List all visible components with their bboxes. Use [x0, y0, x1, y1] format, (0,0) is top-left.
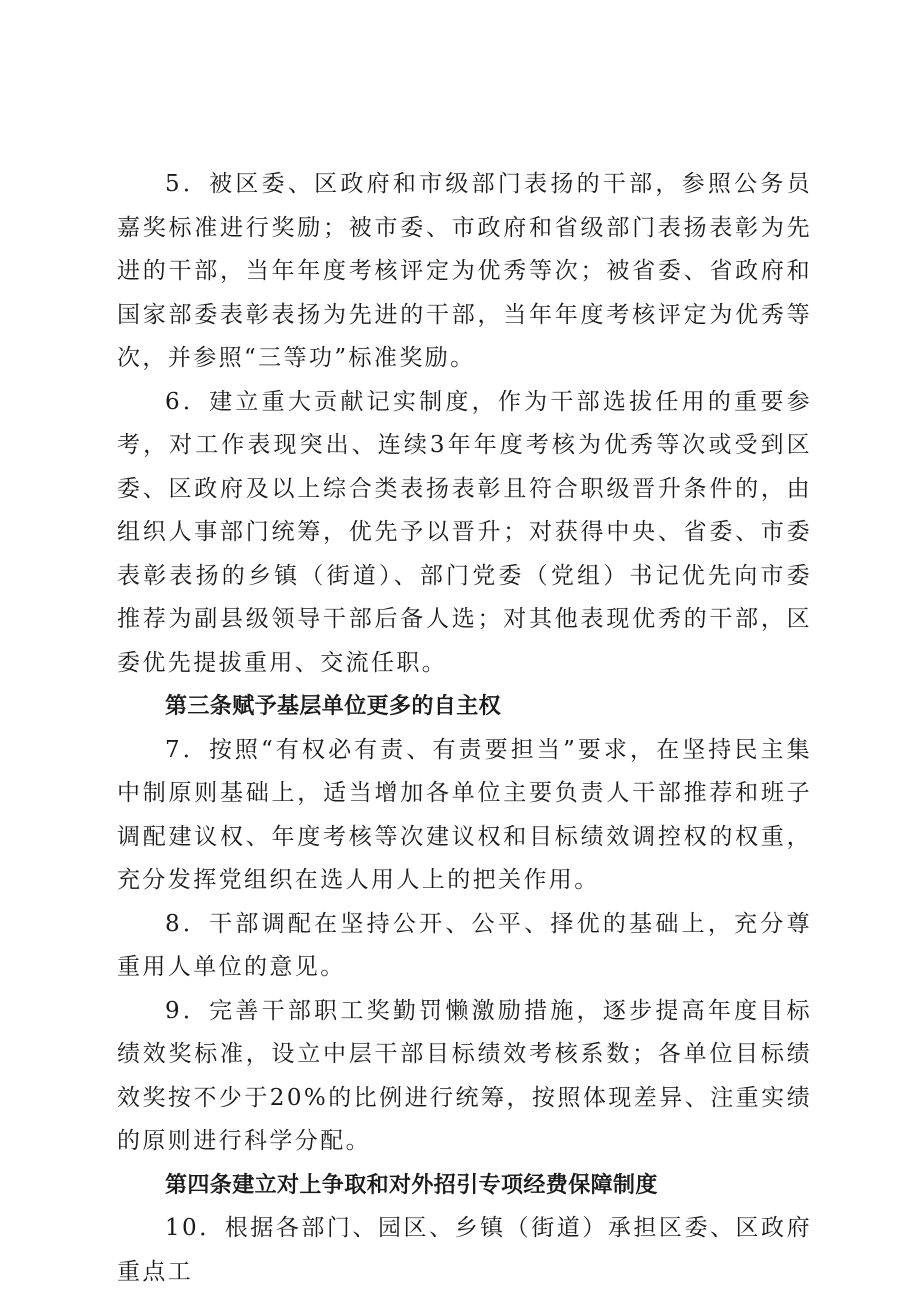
paragraph-6: 6．建立重大贡献记实制度，作为干部选拔任用的重要参考，对工作表现突出、连续3年年度考核为优秀等次或受到区委、区政府及以上综合类表扬表彰且符合职级晋升条件的，由组织人事部门统筹，优先予以晋升；对获得中央、省委、市委表彰表扬的乡镇（街道）、部门党委（党组）书记优先向市委推荐为副县级领导干部后备人选；对其他表现优秀的干部，区委优先提拔重用、交流任职。	[117, 388, 812, 676]
paragraph-9: 9．完善干部职工奖勤罚懒激励措施，逐步提高年度目标绩效奖标准，设立中层干部目标绩效考核系数；各单位目标绩效奖按不少于20%的比例进行统筹，按照体现差异、注重实绩的原则进行科学分配。	[117, 997, 812, 1154]
article-3-heading: 第三条赋予基层单位更多的自主权	[165, 694, 502, 719]
article-4-heading: 第四条建立对上争取和对外招引专项经费保障制度	[165, 1172, 658, 1198]
paragraph-8: 8．干部调配在坚持公开、公平、择优的基础上，充分尊重用人单位的意见。	[117, 910, 812, 980]
paragraph-10: 10．根据各部门、园区、乡镇（街道）承担区委、区政府重点工	[117, 1215, 812, 1285]
paragraph-5: 5．被区委、区政府和市级部门表扬的干部，参照公务员嘉奖标准进行奖励；被市委、市政府和省级部门表扬表彰为先进的干部，当年年度考核评定为优秀等次；被省委、省政府和国家部委表彰表扬为先进的干部，当年年度考核评定为优秀等次，并参照“三等功”标准奖励。	[117, 171, 812, 371]
document-body	[117, 163, 812, 1294]
paragraph-7: 7．按照“有权必有责、有责要担当”要求，在坚持民主集中制原则基础上，适当增加各单位主要负责人干部推荐和班子调配建议权、年度考核等次建议权和目标绩效调控权的权重，充分发挥党组织在选人用人上的把关作用。	[117, 736, 812, 893]
